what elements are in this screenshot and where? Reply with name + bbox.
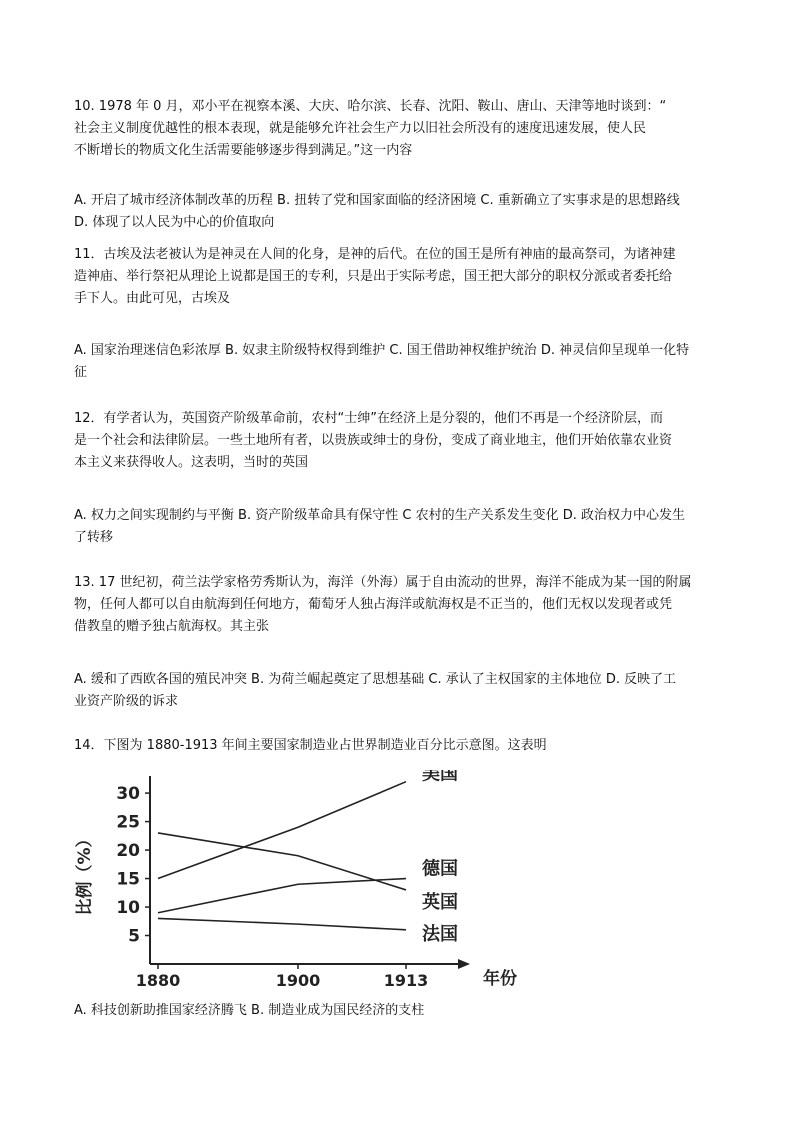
option-line: A. 国家治理迷信色彩浓厚 B. 奴隶主阶级特权得到维护 C. 国王借助神权维护统治 D. 神灵信仰呈现单一化特 [74,343,690,358]
y-tick-label: 15 [116,869,140,890]
option-line: D. 体现了以人民为中心的价值取向 [74,215,275,230]
y-tick-label: 25 [116,812,140,833]
question-10-options [74,190,724,234]
x-tick-label: 1913 [383,971,429,990]
question-stem-line: 14．下图为 1880-1913 年间主要国家制造业占世界制造业百分比示意图。这表明 [74,738,547,753]
x-tick-label: 1880 [135,971,181,990]
question-12-options [74,505,724,549]
series-line [158,833,406,890]
option-line: 业资产阶级的诉求 [74,694,179,709]
series-line [158,879,406,913]
question-13 [74,572,724,638]
question-14-options [74,1000,724,1022]
option-line: 征 [74,365,88,380]
x-ticks [136,964,429,990]
option-line: A. 科技创新助推国家经济腾飞 B. 制造业成为国民经济的支柱 [74,1003,425,1018]
y-ticks [116,784,150,946]
option-line: 了转移 [74,530,114,545]
question-11 [74,244,724,310]
question-stem-line: 10. 1978 年 0 月，邓小平在视察本溪、大庆、哈尔滨、长春、沈阳、鞍山、唐山、天津等地时谈到：“ [74,99,667,114]
y-tick-label: 10 [116,898,140,919]
question-stem-line: 13. 17 世纪初，荷兰法学家格劳秀斯认为，海洋（外海）属于自由流动的世界，海洋不能成为某一国的附属 [74,575,692,590]
manufacturing-share-chart [70,770,530,992]
line-chart [70,770,530,992]
series-label: 法国 [422,923,458,945]
question-stem-line: 物，任何人都可以自由航海到任何地方，葡萄牙人独占海洋或航海权是不正当的，他们无权以发现者或凭 [74,597,673,612]
option-line: A. 缓和了西欧各国的殖民冲突 B. 为荷兰崛起奠定了思想基础 C. 承认了主权国家的主体地位 D. 反映了工 [74,672,677,687]
series-line [158,918,406,929]
option-line: A. 开启了城市经济体制改革的历程 B. 扭转了党和国家面临的经济困境 C. 重新确立了实事求是的思想路线 [74,193,680,208]
question-stem-line: 借教皇的赠予独占航海权。其主张 [74,619,270,634]
y-tick-label: 30 [116,784,140,805]
question-stem-line: 11．古埃及法老被认为是神灵在人间的化身，是神的后代。在位的国王是所有神庙的最高祭司，为诸神建 [74,247,676,262]
x-axis-arrow [458,959,470,969]
question-stem-line: 造神庙、举行祭祀从理论上说都是国王的专利，只是出于实际考虑，国王把大部分的职权分派或者委托给 [74,269,673,284]
question-10 [74,96,724,162]
question-stem-line: 12．有学者认为，英国资产阶级革命前，农村“士绅”在经济上是分裂的，他们不再是一个经济阶层，而 [74,411,664,426]
y-tick-label: 5 [128,926,140,947]
question-14 [74,735,724,757]
series-labels [422,770,458,945]
series-label: 英国 [422,891,458,913]
series-line [158,782,406,879]
series-lines [158,782,406,930]
question-stem-line: 本主义来获得收人。这表明，当时的英国 [74,455,309,470]
option-line: A. 权力之间实现制约与平衡 B. 资产阶级革命具有保守性 C 农村的生产关系发生变化 D. 政治权力中心发生 [74,508,685,523]
question-11-options [74,340,724,384]
x-axis-label: 年份 [483,969,517,989]
question-stem-line: 是一个社会和法律阶层。一些土地所有者，以贵族或绅士的身份，变成了商业地主，他们开始依靠农业资 [74,433,673,448]
y-tick-label: 20 [116,841,140,862]
series-label: 德国 [422,858,458,880]
question-stem-line: 不断增长的物质文化生活需要能够逐步得到满足。”这一内容 [74,143,413,158]
y-axis-label: 比例（%） [75,830,95,916]
question-stem-line: 社会主义制度优越性的根本表现，就是能够允许社会生产力以旧社会所没有的速度迅速发展，使人民 [74,121,647,136]
question-stem-line: 手下人。由此可见，古埃及 [74,291,231,306]
x-tick-label: 1900 [275,971,321,990]
question-12 [74,408,724,474]
series-label: 美国 [422,770,458,785]
question-13-options [74,669,724,713]
